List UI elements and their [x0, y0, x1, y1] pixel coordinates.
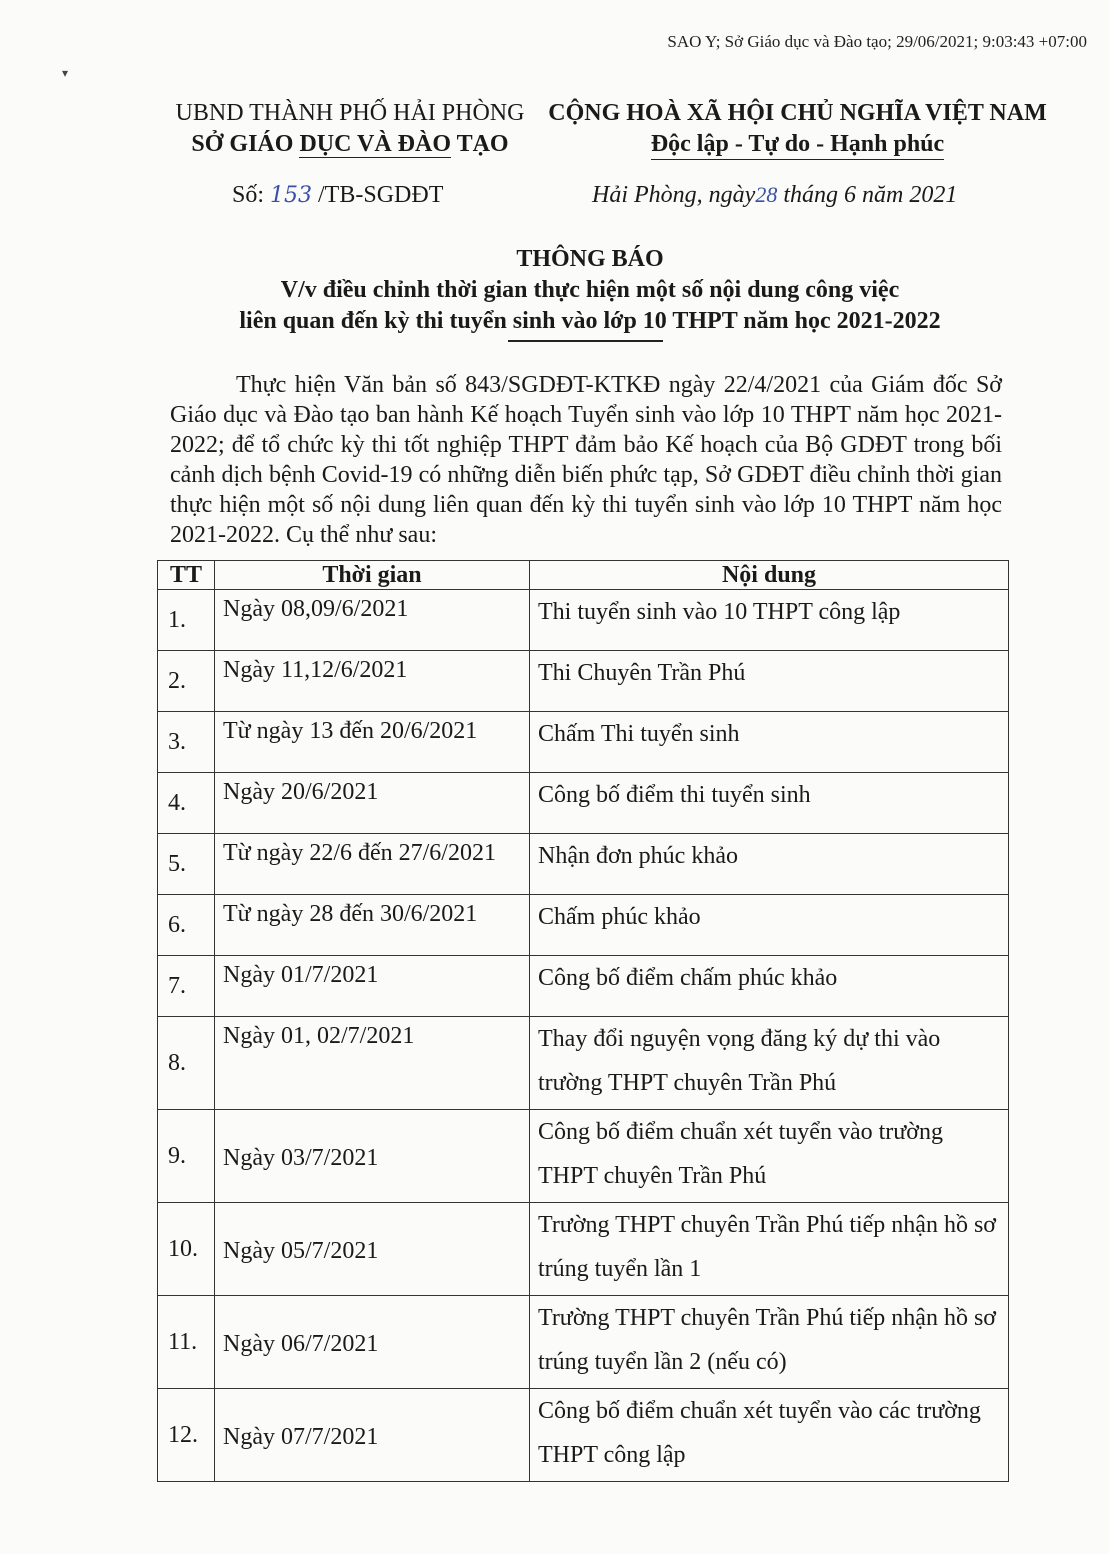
row-time: Từ ngày 13 đến 20/6/2021 — [215, 712, 530, 773]
motto-line — [540, 129, 1055, 160]
row-number: 1. — [158, 590, 215, 651]
agency-line2-pre: SỞ GIÁO — [191, 131, 300, 157]
row-time: Ngày 03/7/2021 — [215, 1110, 530, 1203]
date-suffix: tháng 6 năm 2021 — [777, 182, 958, 208]
table-row — [158, 956, 1009, 1017]
table-row — [158, 1017, 1009, 1110]
table-row — [158, 1389, 1009, 1482]
row-number: 7. — [158, 956, 215, 1017]
header-tt: TT — [158, 561, 215, 590]
row-time: Ngày 01/7/2021 — [215, 956, 530, 1017]
row-content: Thi tuyển sinh vào 10 THPT công lập — [530, 590, 1009, 651]
country-name: CỘNG HOÀ XÃ HỘI CHỦ NGHĨA VIỆT NAM — [548, 100, 1047, 126]
table-row — [158, 1203, 1009, 1296]
row-content: Công bố điểm thi tuyển sinh — [530, 773, 1009, 834]
doc-number-handwritten: 153 — [270, 183, 313, 208]
row-time: Ngày 07/7/2021 — [215, 1389, 530, 1482]
table-row — [158, 590, 1009, 651]
row-content: Chấm phúc khảo — [530, 895, 1009, 956]
row-time: Ngày 06/7/2021 — [215, 1296, 530, 1389]
date-handwritten-day: 28 — [755, 182, 778, 207]
row-content: Công bố điểm chuẩn xét tuyển vào các trường THPT công lập — [530, 1389, 1009, 1482]
row-content: Công bố điểm chuẩn xét tuyển vào trường THPT chuyên Trần Phú — [530, 1110, 1009, 1203]
table-row — [158, 712, 1009, 773]
table-row — [158, 773, 1009, 834]
body-paragraph: Thực hiện Văn bản số 843/SGDĐT-KTKĐ ngày 22/4/2021 của Giám đốc Sở Giáo dục và Đào tạo ban hành Kế hoạch Tuyển sinh vào lớp 10 THPT năm học 2021-2022; để tổ chức kỳ thi tốt nghiệp THPT đảm bảo Kế hoạch của Bộ GDĐT trong bối cảnh dịch bệnh Covid-19 có những diễn biến phức tạp, Sở GDĐT điều chỉnh thời gian thực hiện một số nội dung liên quan đến kỳ thi tuyển sinh vào lớp 10 THPT năm học 2021-2022. Cụ thể như sau: — [170, 372, 1002, 548]
table-row — [158, 651, 1009, 712]
table-row — [158, 1296, 1009, 1389]
agency-line2-underlined: DỤC VÀ ĐÀO — [299, 131, 451, 157]
table-row — [158, 1110, 1009, 1203]
row-time: Ngày 08,09/6/2021 — [215, 590, 530, 651]
table-row — [158, 834, 1009, 895]
scan-mark: ▾ — [62, 66, 69, 80]
title-line1: THÔNG BÁO — [516, 246, 664, 272]
agency-line1: UBND THÀNH PHỐ HẢI PHÒNG — [175, 100, 525, 126]
table-header-row — [158, 561, 1009, 590]
header-content: Nội dung — [530, 561, 1009, 590]
agency-line2-post: TẠO — [451, 131, 509, 157]
date-prefix: Hải Phòng, ngày — [592, 182, 756, 208]
row-content: Thi Chuyên Trần Phú — [530, 651, 1009, 712]
copy-stamp: SAO Y; Sở Giáo dục và Đào tạo; 29/06/2021; 9:03:43 +07:00 — [667, 32, 1087, 51]
row-time: Ngày 20/6/2021 — [215, 773, 530, 834]
agency-line2 — [165, 129, 535, 160]
national-motto — [540, 98, 1055, 160]
row-number: 9. — [158, 1110, 215, 1203]
issuing-agency — [165, 98, 535, 160]
row-time: Ngày 01, 02/7/2021 — [215, 1017, 530, 1110]
row-time: Từ ngày 28 đến 30/6/2021 — [215, 895, 530, 956]
row-content: Thay đổi nguyện vọng đăng ký dự thi vào trường THPT chuyên Trần Phú — [530, 1017, 1009, 1110]
row-time: Ngày 05/7/2021 — [215, 1203, 530, 1296]
row-number: 6. — [158, 895, 215, 956]
row-content: Trường THPT chuyên Trần Phú tiếp nhận hồ sơ trúng tuyển lần 2 (nếu có) — [530, 1296, 1009, 1389]
row-number: 8. — [158, 1017, 215, 1110]
motto-text: Độc lập - Tự do - Hạnh phúc — [651, 131, 944, 160]
document-number — [232, 182, 443, 209]
title-line3: liên quan đến kỳ thi tuyển sinh vào lớp 10 THPT năm học 2021-2022 — [239, 308, 941, 334]
doc-number-suffix: /TB-SGDĐT — [312, 182, 444, 208]
row-number: 10. — [158, 1203, 215, 1296]
row-content: Công bố điểm chấm phúc khảo — [530, 956, 1009, 1017]
row-number: 2. — [158, 651, 215, 712]
row-content: Nhận đơn phúc khảo — [530, 834, 1009, 895]
row-content: Trường THPT chuyên Trần Phú tiếp nhận hồ sơ trúng tuyển lần 1 — [530, 1203, 1009, 1296]
title-line2: V/v điều chỉnh thời gian thực hiện một số nội dung công việc — [280, 277, 900, 303]
title-divider — [508, 340, 663, 342]
issue-date — [592, 182, 957, 209]
doc-number-prefix: Số: — [232, 182, 271, 208]
row-number: 3. — [158, 712, 215, 773]
table-row — [158, 895, 1009, 956]
row-number: 11. — [158, 1296, 215, 1389]
row-content: Chấm Thi tuyển sinh — [530, 712, 1009, 773]
row-number: 5. — [158, 834, 215, 895]
row-time: Ngày 11,12/6/2021 — [215, 651, 530, 712]
row-time: Từ ngày 22/6 đến 27/6/2021 — [215, 834, 530, 895]
row-number: 12. — [158, 1389, 215, 1482]
header-time: Thời gian — [215, 561, 530, 590]
document-title — [160, 244, 1020, 337]
schedule-table — [157, 560, 1009, 1482]
row-number: 4. — [158, 773, 215, 834]
